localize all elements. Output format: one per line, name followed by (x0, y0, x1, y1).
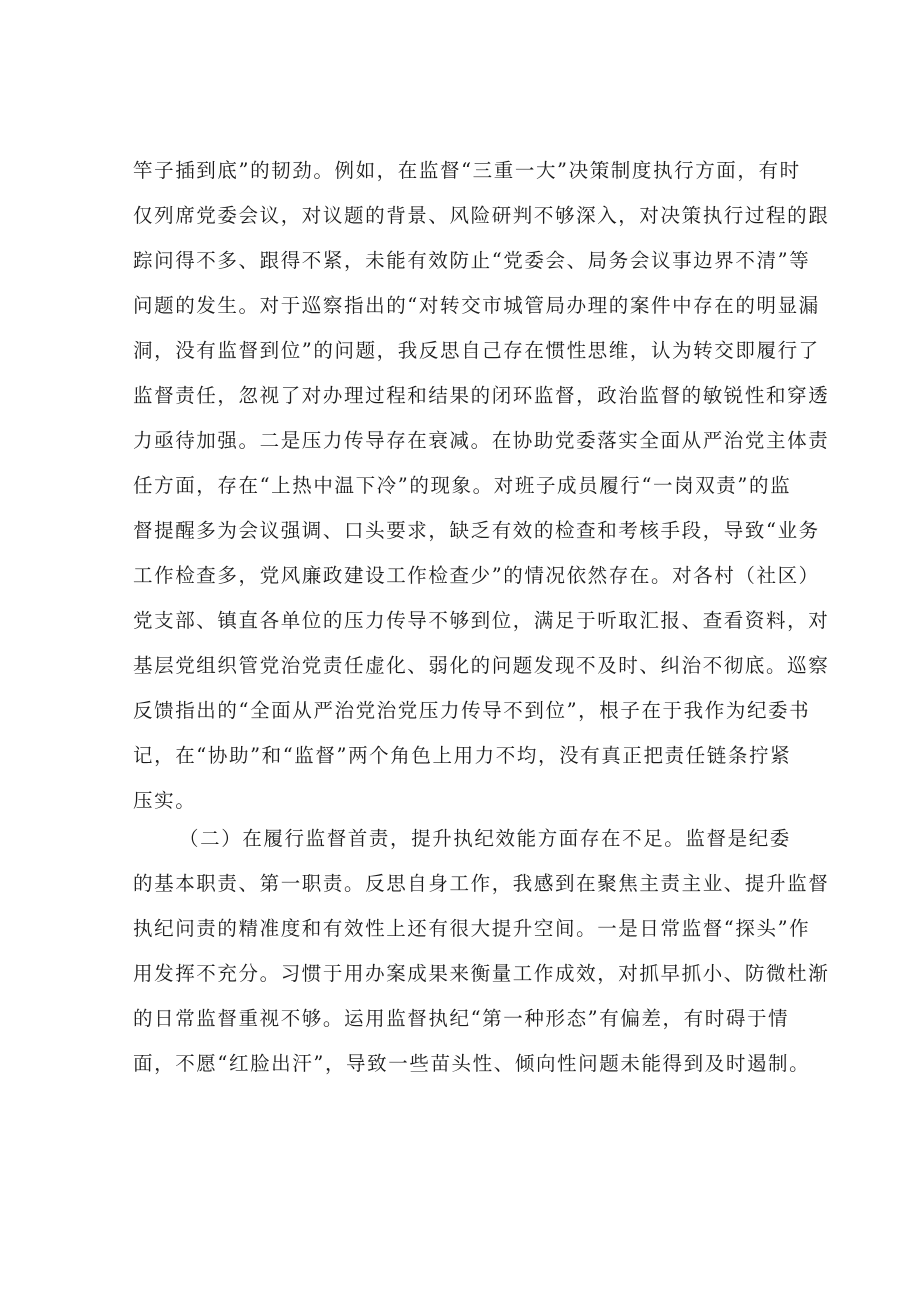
text-line: 洞，没有监督到位”的问题，我反思自己存在惯性思维，认为转交即履行了 (133, 339, 820, 362)
text-line: 面，不愿“红脸出汗”，导致一些苗头性、倾向性问题未能得到及时遏制。 (133, 1052, 811, 1075)
text-line: 的日常监督重视不够。运用监督执纪“第一种形态”有偏差，有时碍于情 (133, 1007, 790, 1030)
text-line: 党支部、镇直各单位的压力传导不够到位，满足于听取汇报、查看资料，对 (133, 609, 830, 632)
text-line: 记，在“协助”和“监督”两个角色上用力不均，没有真正把责任链条拧紧 (133, 744, 792, 767)
text-line: 踪问得不多、跟得不紧，未能有效防止“党委会、局务会议事边界不清”等 (133, 249, 811, 272)
text-line: （二）在履行监督首责，提升执纪效能方面存在不足。监督是纪委 (179, 827, 791, 850)
text-line: 的基本职责、第一职责。反思自身工作，我感到在聚焦主责主业、提升监督 (133, 872, 830, 895)
text-line: 用发挥不充分。习惯于用办案成果来衡量工作成效，对抓早抓小、防微杜渐 (133, 962, 830, 985)
text-line: 竿子插到底”的韧劲。例如，在监督“三重一大”决策制度执行方面，有时 (133, 159, 801, 182)
text-line: 工作检查多，党风廉政建设工作检查少”的情况依然存在。对各村（社区） (133, 564, 820, 587)
text-line: 压实。 (133, 789, 197, 812)
text-line: 问题的发生。对于巡察指出的“对转交市城管局办理的案件中存在的明显漏 (133, 294, 820, 317)
text-line: 反馈指出的“全面从严治党治党压力传导不到位”，根子在于我作为纪委书 (133, 699, 811, 722)
text-line: 仅列席党委会议，对议题的背景、风险研判不够深入，对决策执行过程的跟 (133, 204, 830, 227)
text-line: 督提醒多为会议强调、口头要求，缺乏有效的检查和考核手段，导致“业务 (133, 519, 820, 542)
text-line: 监督责任，忽视了对办理过程和结果的闭环监督，政治监督的敏锐性和穿透 (133, 384, 830, 407)
text-line: 任方面，存在“上热中温下冷”的现象。对班子成员履行“一岗双责”的监 (133, 474, 792, 497)
text-line: 执纪问责的精准度和有效性上还有很大提升空间。一是日常监督“探头”作 (133, 917, 811, 940)
text-line: 力亟待加强。二是压力传导存在衰减。在协助党委落实全面从严治党主体责 (133, 429, 830, 452)
text-line: 基层党组织管党治党责任虚化、弱化的问题发现不及时、纠治不彻底。巡察 (133, 654, 830, 677)
